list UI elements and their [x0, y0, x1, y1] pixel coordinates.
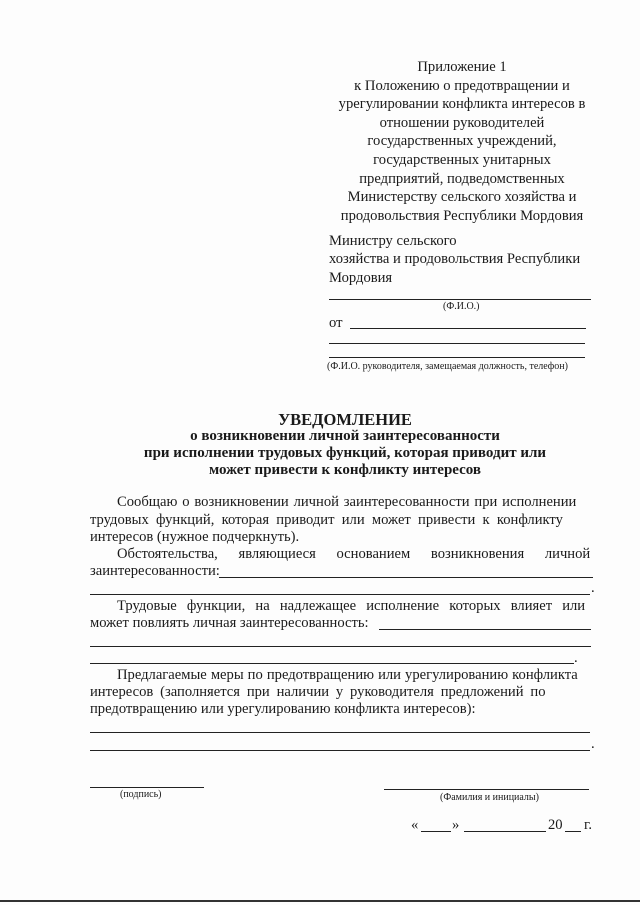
annex-line: отношении руководителей [379, 114, 545, 131]
title-subline: при исполнении трудовых функций, которая приводит или [143, 445, 547, 461]
name-line[interactable] [384, 789, 589, 790]
annex-line: продовольствия Республики Мордовия [340, 207, 584, 224]
fill-line[interactable] [90, 646, 591, 647]
date-month-line[interactable] [464, 831, 546, 832]
fill-line[interactable] [90, 732, 590, 733]
date-year-suffix: г. [584, 817, 592, 833]
annex-line: Министерству сельского хозяйства и [347, 189, 577, 206]
fill-line[interactable] [90, 663, 574, 664]
fill-line[interactable] [379, 629, 591, 630]
fill-line[interactable] [219, 577, 593, 578]
from-label: от [329, 315, 343, 331]
annex-line: государственных унитарных [373, 151, 551, 168]
annex-line: государственных учреждений, [367, 133, 557, 150]
body-text: Трудовые функции, на надлежащее исполнение которых влияет или [117, 598, 586, 614]
addressee-line: хозяйства и продовольствия Республики [329, 251, 581, 268]
sender-line-2[interactable] [329, 343, 585, 344]
fill-line[interactable] [90, 594, 590, 595]
document-title: УВЕДОМЛЕНИЕ [278, 410, 412, 429]
line-end-period: . [574, 650, 578, 666]
body-text: трудовых функций, которая приводит или может привести к конфликту [90, 512, 563, 528]
sender-caption: (Ф.И.О. руководителя, замещаемая должность, телефон) [327, 361, 568, 372]
date-day-line[interactable] [421, 831, 451, 832]
body-text: интересов (заполняется при наличии у руководителя предложений по [90, 684, 546, 700]
annex-line: предприятий, подведомственных [359, 170, 565, 187]
body-text: заинтересованности: [90, 563, 220, 579]
sender-line-3[interactable] [329, 357, 585, 358]
addressee-line: Министру сельского [329, 233, 457, 249]
title-subline: может привести к конфликту интересов [208, 462, 482, 478]
line-end-period: . [591, 736, 595, 752]
body-text: Обстоятельства, являющиеся основанием возникновения личной [117, 546, 591, 562]
annex-line: к Положению о предотвращении и [354, 77, 570, 94]
body-text: интересов (нужное подчеркнуть). [90, 529, 300, 545]
line-end-period: . [591, 580, 595, 596]
addressee-block [329, 232, 580, 287]
date-quote-open: « [411, 817, 419, 833]
addressee-line: Мордовия [329, 269, 393, 286]
fio-caption: (Ф.И.О.) [443, 301, 480, 312]
date-quote-close: » [452, 817, 460, 833]
body-text: Сообщаю о возникновении личной заинтересованности при исполнении [117, 494, 577, 510]
fill-line[interactable] [90, 750, 590, 751]
annex-header [326, 58, 598, 225]
sender-name-line[interactable] [350, 328, 586, 329]
name-caption: (Фамилия и инициалы) [440, 792, 539, 803]
title-subline: о возникновении личной заинтересованности [190, 428, 500, 444]
scan-edge [0, 900, 640, 902]
fio-line[interactable] [329, 299, 591, 300]
annex-line: урегулировании конфликта интересов в [338, 96, 586, 113]
date-year-line[interactable] [565, 831, 581, 832]
body-text: Предлагаемые меры по предотвращению или урегулированию конфликта [117, 667, 578, 683]
annex-line: Приложение 1 [417, 59, 507, 75]
signature-line[interactable] [90, 787, 204, 788]
body-text: может повлиять личная заинтересованность: [90, 615, 369, 631]
signature-caption: (подпись) [120, 789, 162, 800]
date-year-prefix: 20 [548, 817, 563, 833]
body-text: предотвращению или урегулированию конфликта интересов): [90, 701, 476, 717]
